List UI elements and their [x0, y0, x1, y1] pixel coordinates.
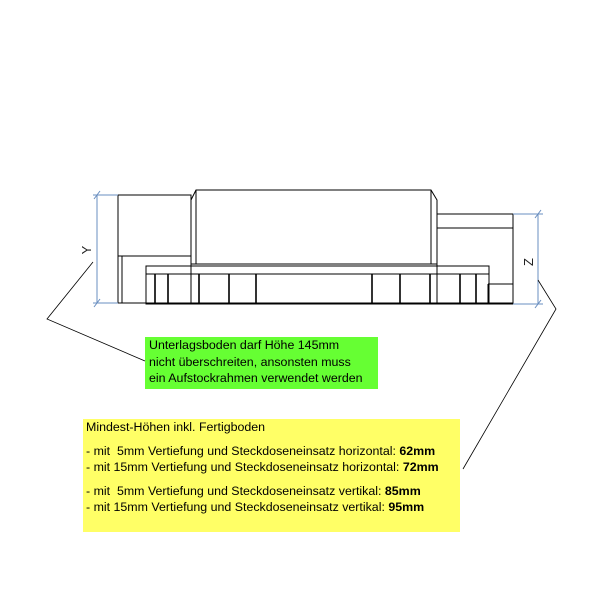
dimension-y-label: Y: [79, 245, 94, 255]
leader-line-green: [47, 262, 145, 361]
minimum-height-row: - mit 15mm Vertiefung und Steckdoseneinsatz horizontal: 72mm: [86, 460, 439, 475]
minimum-height-row: - mit 5mm Vertiefung und Steckdoseneinsatz vertikal: 85mm: [86, 483, 421, 498]
minimum-height-row: - mit 15mm Vertiefung und Steckdoseneinsatz vertikal: 95mm: [86, 500, 425, 515]
base-ribs: [155, 274, 476, 303]
leader-line-yellow: [463, 280, 556, 469]
height-limit-note-line: nicht überschreiten, ansonsten muss: [149, 354, 351, 369]
minimum-height-value: 62mm: [399, 443, 436, 458]
minimum-height-value: 95mm: [388, 500, 425, 515]
minimum-heights-note: [83, 419, 460, 532]
height-limit-note-line: Unterlagsboden darf Höhe 145mm: [149, 338, 340, 352]
minimum-height-row: - mit 5mm Vertiefung und Steckdoseneinsatz horizontal: 62mm: [86, 443, 436, 458]
dimension-y: [93, 191, 118, 307]
minimum-height-value: 72mm: [402, 460, 439, 475]
minimum-height-value: 85mm: [384, 483, 421, 498]
dimension-z-label: Z: [521, 258, 536, 266]
height-limit-note-line: ein Aufstockrahmen verwendet werden: [149, 371, 363, 386]
minimum-heights-heading: Mindest-Höhen inkl. Fertigboden: [86, 420, 266, 434]
top-lid: [191, 190, 437, 264]
height-limit-note: [145, 337, 378, 389]
base-frame: [146, 266, 489, 304]
floor-box-side-view: [118, 190, 513, 304]
